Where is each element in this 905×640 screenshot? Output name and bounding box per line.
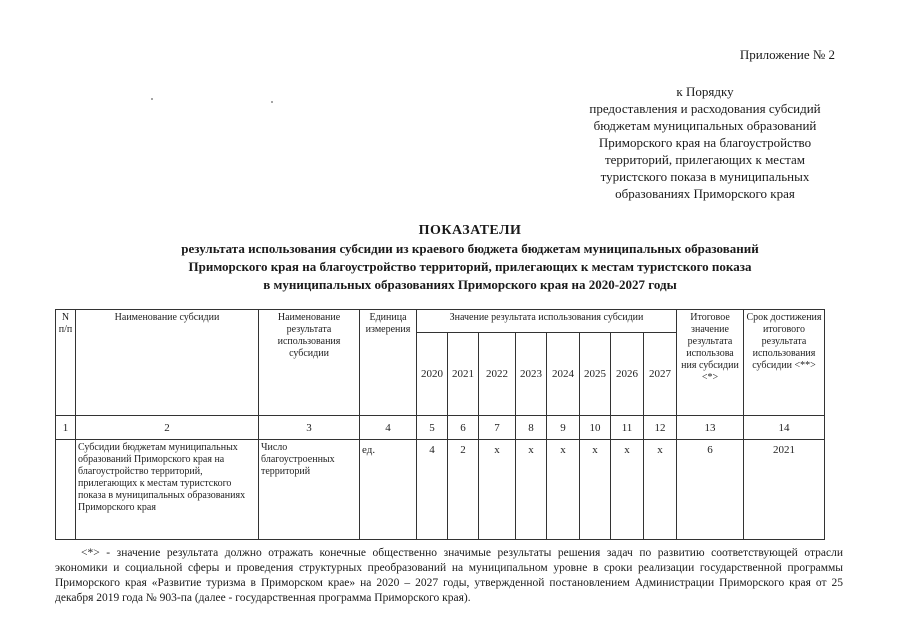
title-line: Приморского края на благоустройство территорий, прилегающих к местам туристского показа — [188, 259, 752, 274]
document-title — [80, 222, 860, 294]
row-value-2026: х — [611, 440, 644, 540]
row-deadline: 2021 — [744, 440, 825, 540]
header-subsidy-name: Наименование субсидии — [76, 310, 259, 416]
header-result-name: Наименование результата использования субсидии — [259, 310, 360, 416]
row-result-name: Число благоустроенных территорий — [259, 440, 360, 540]
column-number: 10 — [580, 416, 611, 440]
row-subsidy-name: Субсидии бюджетам муниципальных образований Приморского края на благоустройство территорий, прилегающих к местам туристского показа в муниципальных образованиях Приморского края — [76, 440, 259, 540]
appendix-line: Приморского края на благоустройство — [598, 135, 812, 150]
column-number: 2 — [76, 416, 259, 440]
row-value-2025: х — [580, 440, 611, 540]
column-number: 7 — [479, 416, 516, 440]
row-num — [56, 440, 76, 540]
row-value-2020: 4 — [417, 440, 448, 540]
column-number: 8 — [516, 416, 547, 440]
footnote — [55, 546, 843, 606]
header-values-group: Значение результата использования субсидии — [417, 310, 677, 333]
appendix-line: предоставления и расходования субсидий — [589, 101, 821, 116]
column-number: 9 — [547, 416, 580, 440]
header-year: 2027 — [644, 333, 677, 416]
header-year: 2022 — [479, 333, 516, 416]
appendix-line: туристского показа в муниципальных — [600, 169, 810, 184]
row-final-value: 6 — [677, 440, 744, 540]
column-number: 1 — [56, 416, 76, 440]
header-deadline: Срок достижения итогового результата использования субсидии <**> — [744, 310, 825, 416]
column-number: 5 — [417, 416, 448, 440]
indicators-table — [55, 309, 825, 540]
title-line: результата использования субсидии из краевого бюджета бюджетам муниципальных образований — [181, 241, 759, 256]
title-line: в муниципальных образованиях Приморского края на 2020-2027 годы — [263, 277, 677, 292]
column-number: 12 — [644, 416, 677, 440]
header-year: 2026 — [611, 333, 644, 416]
scan-artifact-dot — [271, 101, 273, 103]
title-main: ПОКАЗАТЕЛИ — [418, 223, 522, 238]
appendix-line: территорий, прилегающих к местам — [604, 152, 806, 167]
row-unit: ед. — [360, 440, 417, 540]
header-unit: Единица измерения — [360, 310, 417, 416]
header-final-value: Итоговое значение результата использова ния субсидии <*> — [677, 310, 744, 416]
appendix-line: бюджетам муниципальных образований — [593, 118, 817, 133]
footnote-text: <*> - значение результата должно отражать конечные общественно значимые результаты решения задач по развитию соответствующей отрасли экономики и социальной сферы и проведения структурных преобразований на муниципальном уровне в сроки реализации государственной программы Приморского края «Развитие туризма в Приморском крае» на 2020 – 2027 годы, утвержденной постановлением Администрации Приморского края от 25 декабря 2019 года № 903-па (далее - государственная программа Приморского края). — [55, 547, 843, 604]
column-number: 4 — [360, 416, 417, 440]
indicators-table-wrapper — [55, 309, 825, 540]
column-number: 11 — [611, 416, 644, 440]
scan-artifact-dot — [151, 98, 153, 100]
header-year: 2023 — [516, 333, 547, 416]
header-year: 2020 — [417, 333, 448, 416]
row-value-2021: 2 — [448, 440, 479, 540]
column-number: 3 — [259, 416, 360, 440]
header-num: N п/п — [56, 310, 76, 416]
column-number: 13 — [677, 416, 744, 440]
header-year: 2025 — [580, 333, 611, 416]
appendix-number: Приложение № 2 — [739, 47, 835, 62]
appendix-line: к Порядку — [676, 84, 734, 99]
appendix-header — [545, 46, 865, 202]
column-number: 6 — [448, 416, 479, 440]
row-value-2024: х — [547, 440, 580, 540]
header-year: 2021 — [448, 333, 479, 416]
appendix-line: образованиях Приморского края — [615, 186, 795, 201]
row-value-2027: х — [644, 440, 677, 540]
row-value-2023: х — [516, 440, 547, 540]
column-number: 14 — [744, 416, 825, 440]
row-value-2022: х — [479, 440, 516, 540]
header-year: 2024 — [547, 333, 580, 416]
table-row — [56, 440, 825, 540]
